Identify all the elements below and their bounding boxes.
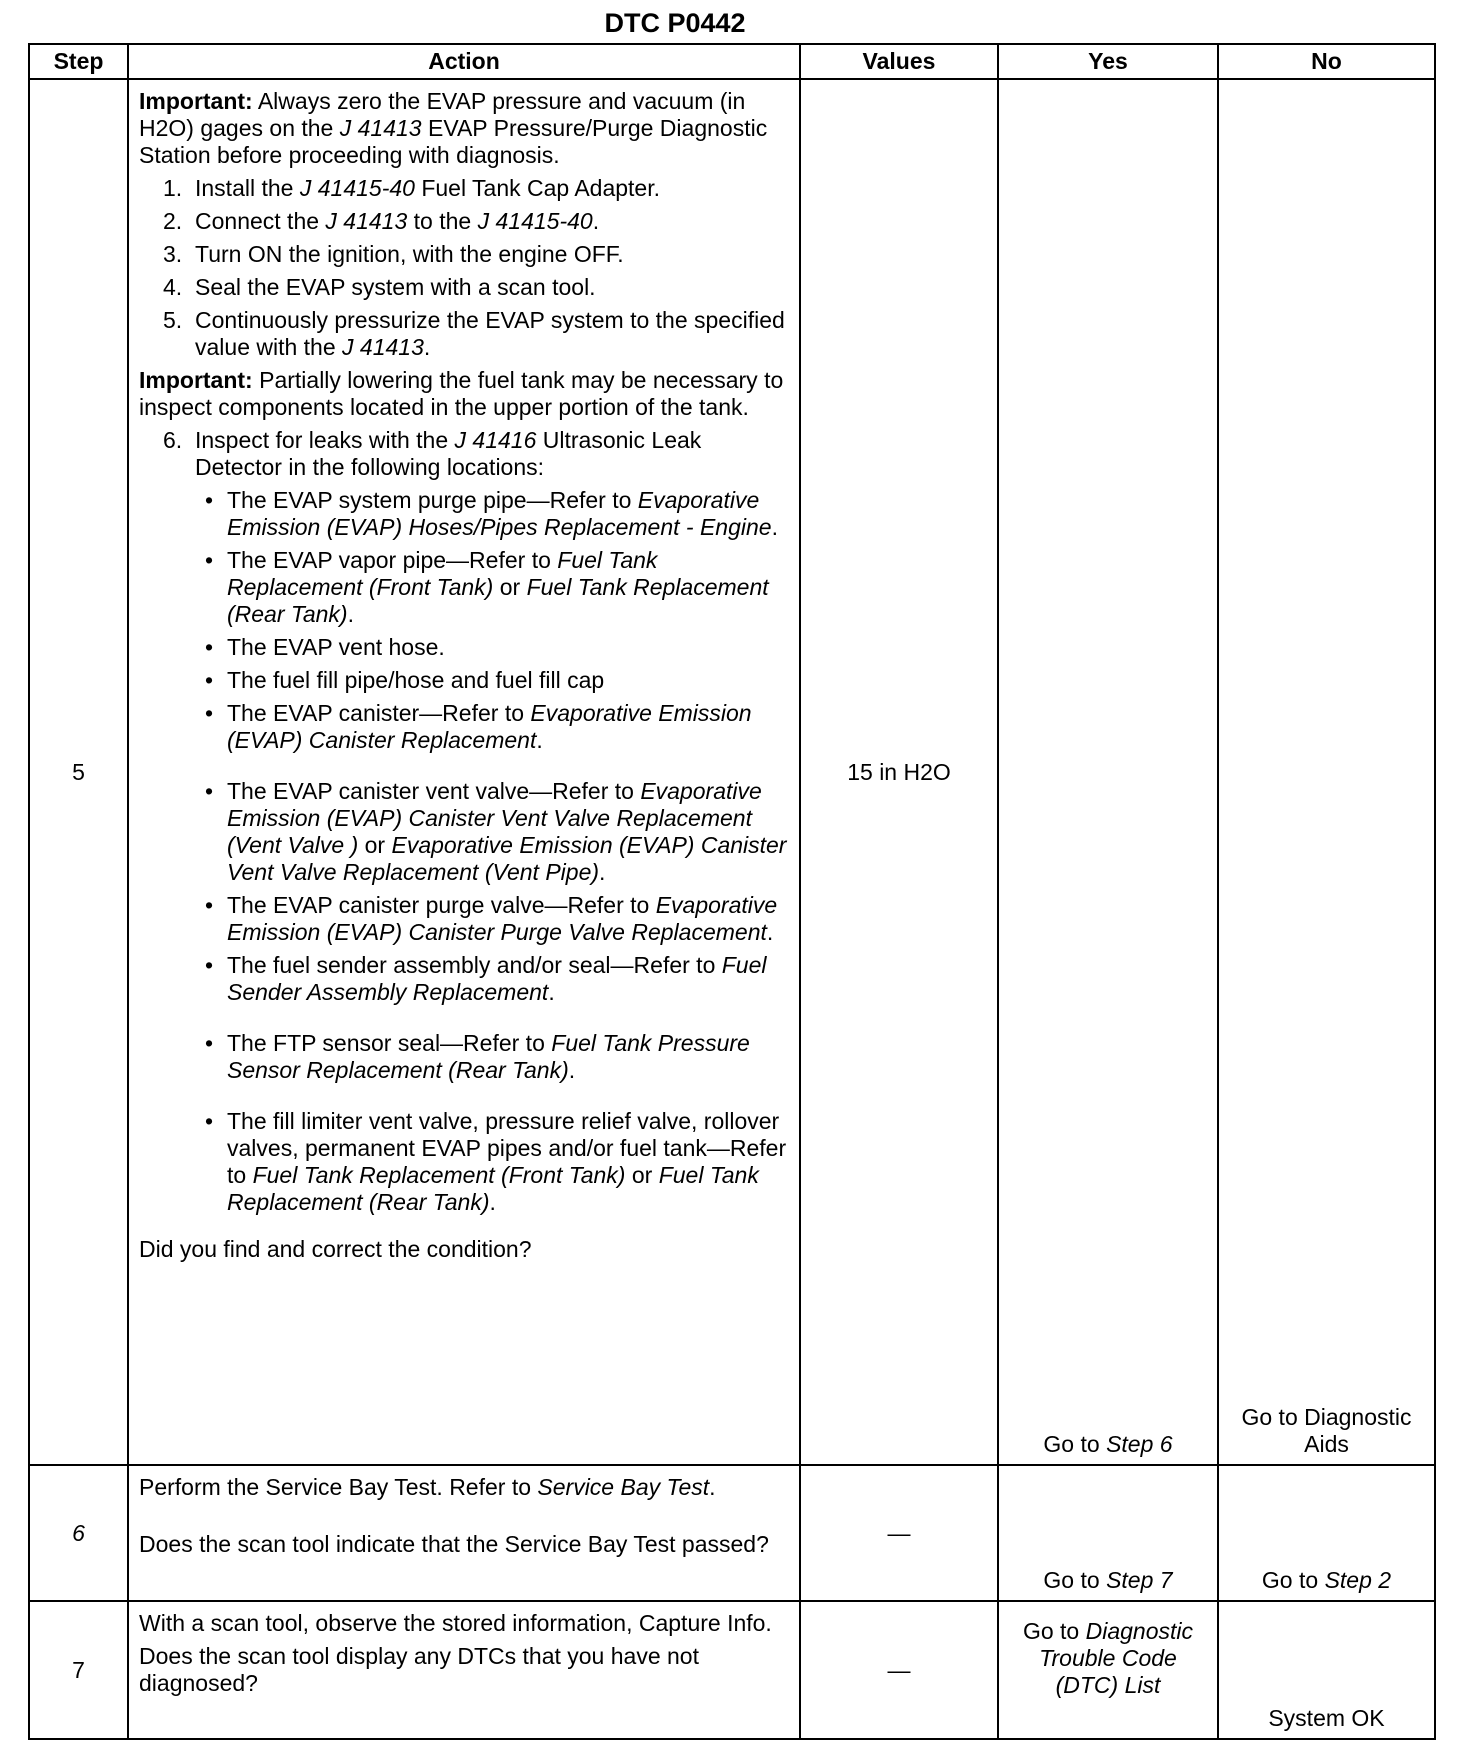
step-number: 5 xyxy=(29,79,128,1465)
header-step: Step xyxy=(29,44,128,79)
question-text: Did you find and correct the condition? xyxy=(139,1236,532,1262)
header-yes: Yes xyxy=(998,44,1218,79)
header-action: Action xyxy=(128,44,800,79)
yes-cell xyxy=(998,1601,1218,1739)
header-no: No xyxy=(1218,44,1435,79)
action-text: Perform the Service Bay Test. Refer to Service Bay Test. xyxy=(139,1474,716,1500)
action-cell xyxy=(128,79,800,1465)
no-link[interactable]: Go to Diagnostic Aids xyxy=(1241,1404,1412,1457)
no-link[interactable]: System OK xyxy=(1268,1705,1385,1731)
bullet-item: • The EVAP system purge pipe—Refer to Evaporative Emission (EVAP) Hoses/Pipes Replacement - Engine. xyxy=(205,487,778,540)
yes-link[interactable]: Go to Step 6 xyxy=(1043,1431,1173,1457)
list-item: 4. Seal the EVAP system with a scan tool. xyxy=(163,274,596,300)
list-item: 1. Install the J 41415-40 Fuel Tank Cap Adapter. xyxy=(163,175,661,201)
bullet-item: • The FTP sensor seal—Refer to Fuel Tank Pressure Sensor Replacement (Rear Tank). xyxy=(205,1030,750,1083)
bullet-item: • The fuel fill pipe/hose and fuel fill cap xyxy=(205,667,605,693)
no-cell xyxy=(1218,79,1435,1465)
no-link[interactable]: Go to Step 2 xyxy=(1261,1567,1392,1593)
page-title: DTC P0442 xyxy=(604,8,746,38)
values-cell: 15 in H2O xyxy=(800,79,998,1465)
step-number: 6 xyxy=(29,1465,128,1601)
bullet-item: • The EVAP vapor pipe—Refer to Fuel Tank Replacement (Front Tank) or Fuel Tank Replacement (Rear Tank). xyxy=(205,547,769,627)
important-note: Important: Always zero the EVAP pressure and vacuum (in H2O) gages on the J 41413 EVAP Pressure/Purge Diagnostic Station before proceeding with diagnosis. xyxy=(139,88,768,168)
action-cell xyxy=(128,1465,800,1601)
bullet-item: • The fuel sender assembly and/or seal—Refer to Fuel Sender Assembly Replacement. xyxy=(205,952,767,1005)
list-item: 2. Connect the J 41413 to the J 41415-40. xyxy=(163,208,600,234)
bullet-item: • The EVAP canister purge valve—Refer to Evaporative Emission (EVAP) Canister Purge Valve Replacement. xyxy=(205,892,778,945)
yes-cell xyxy=(998,1465,1218,1601)
bullet-item: • The fill limiter vent valve, pressure relief valve, rollover valves, permanent EVAP pipes and/or fuel tank—Refer to Fuel Tank Replacement (Front Tank) or Fuel Tank Replacement (Rear Tank). xyxy=(205,1108,787,1215)
no-cell xyxy=(1218,1601,1435,1739)
yes-link[interactable]: Go to Step 7 xyxy=(1043,1567,1173,1593)
bullet-item: • The EVAP canister vent valve—Refer to Evaporative Emission (EVAP) Canister Vent Valve Replacement (Vent Valve ) or Evaporative Emission (EVAP) Canister Vent Valve Replacement (Vent Pipe). xyxy=(205,778,787,885)
action-cell xyxy=(128,1601,800,1739)
yes-link[interactable]: Go to Diagnostic Trouble Code (DTC) List xyxy=(1022,1618,1194,1698)
yes-cell xyxy=(998,79,1218,1465)
step-number: 7 xyxy=(29,1601,128,1739)
question-text: Does the scan tool indicate that the Service Bay Test passed? xyxy=(139,1531,769,1557)
values-cell: — xyxy=(800,1465,998,1601)
question-text: Does the scan tool display any DTCs that you have not diagnosed? xyxy=(139,1643,699,1696)
table-row xyxy=(29,79,1435,1465)
action-text: With a scan tool, observe the stored information, Capture Info. xyxy=(139,1610,772,1636)
table-row xyxy=(29,1601,1435,1739)
values-cell: — xyxy=(800,1601,998,1739)
diagnostic-table xyxy=(28,43,1436,1740)
no-cell xyxy=(1218,1465,1435,1601)
important-note: Important: Partially lowering the fuel tank may be necessary to inspect components located in the upper portion of the tank. xyxy=(139,367,784,420)
list-item: 3. Turn ON the ignition, with the engine OFF. xyxy=(163,241,624,267)
table-header-row xyxy=(29,44,1435,79)
list-item: 6. Inspect for leaks with the J 41416 Ultrasonic Leak Detector in the following locations: xyxy=(163,427,702,480)
bullet-item: • The EVAP canister—Refer to Evaporative Emission (EVAP) Canister Replacement. xyxy=(205,700,752,753)
header-values: Values xyxy=(800,44,998,79)
list-item: 5. Continuously pressurize the EVAP system to the specified value with the J 41413. xyxy=(163,307,785,360)
table-row xyxy=(29,1465,1435,1601)
bullet-item: • The EVAP vent hose. xyxy=(205,634,445,660)
